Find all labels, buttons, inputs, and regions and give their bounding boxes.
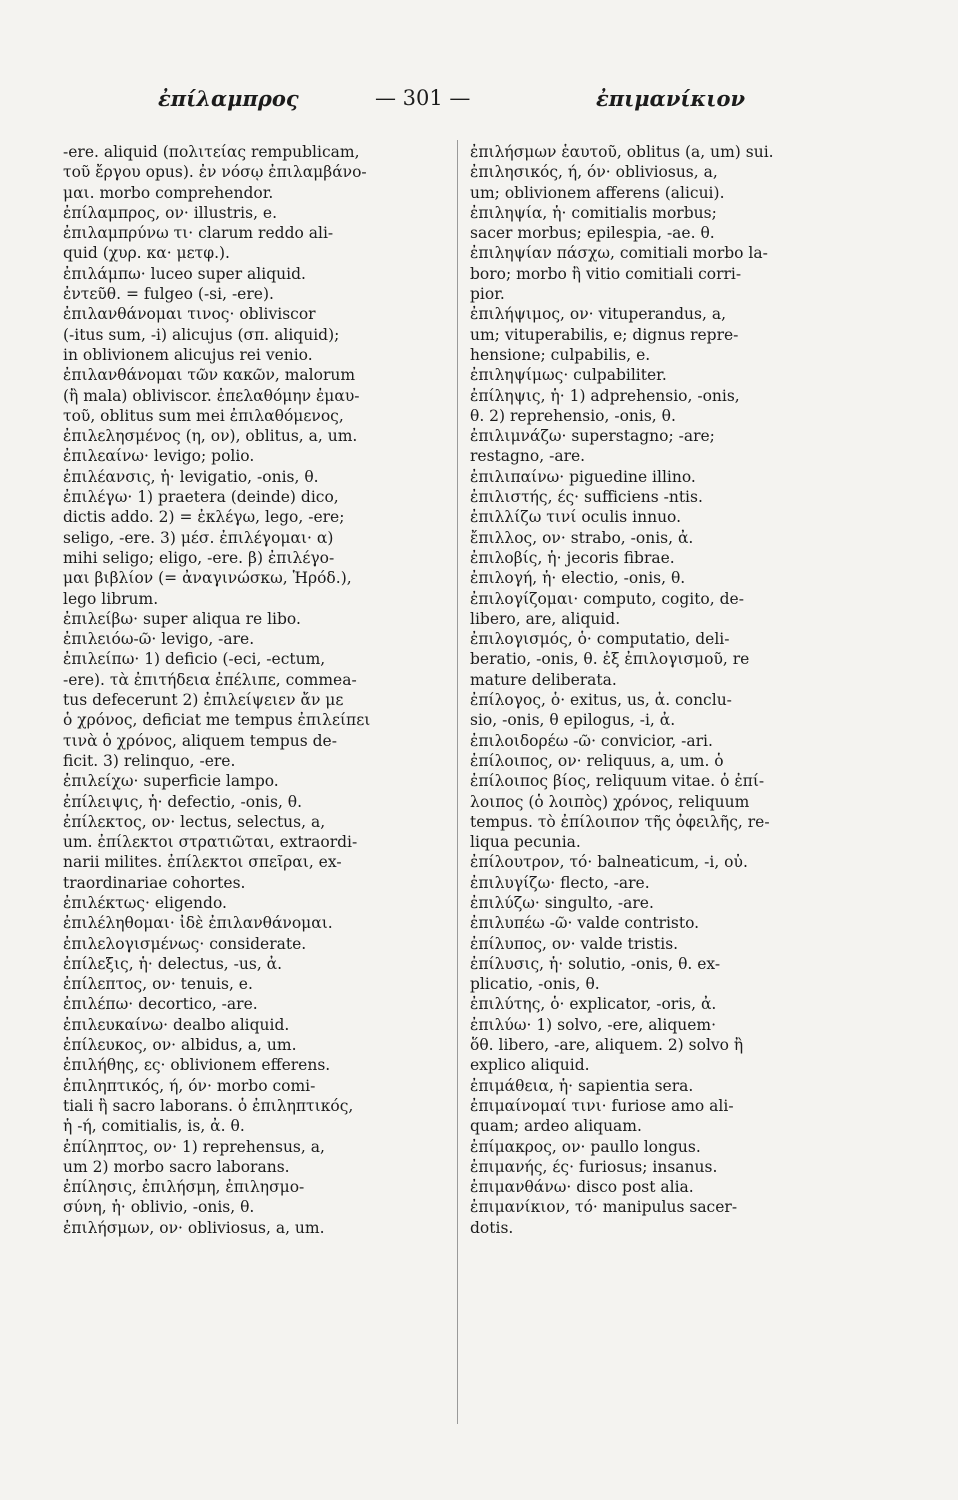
entry-line: ἐπιλέγω· 1) praetera (deinde) dico, (63, 488, 339, 507)
entry-line: ἐπιλυγίζω· flecto, -are. (470, 873, 650, 892)
entry-line: ἐπιμαίνομαί τινι· furiose amo ali- (470, 1096, 734, 1115)
entry-line: sacer morbus; epilespia, -ae. θ. (470, 224, 715, 243)
entry-line: boro; morbo ἢ vitio comitiali corri- (470, 264, 742, 283)
entry-line: dictis addo. 2) = ἐκλέγω, lego, -ere; (63, 508, 345, 527)
page-number: — 301 — (375, 86, 471, 110)
entry-line: tiali ἢ sacro laborans. ὁ ἐπιληπτικός, (63, 1096, 354, 1115)
entry-line: lego librum. (63, 589, 159, 608)
entry-line: ἐπιλήψιμος, ον· vituperandus, a, (470, 305, 727, 324)
entry-line: liqua pecunia. (470, 833, 581, 852)
entry-line: ἐπιλοβίς, ἡ· jecoris fibrae. (470, 548, 675, 567)
entry-line: ἐπιμανίκιον, τό· manipulus sacer- (470, 1198, 738, 1217)
entry-line: ἐπίλυσις, ἡ· solutio, -onis, θ. ex- (470, 954, 721, 973)
entry-line: (-itus sum, -i) alicujus (σπ. aliquid); (63, 325, 340, 344)
header-first-word: ἐπίλαμπρος (158, 86, 299, 111)
entry-line: ἐπιλείχω· superficie lampo. (63, 772, 279, 791)
entry-line: ἐπιλιπαίνω· piguedine illino. (470, 467, 696, 486)
entry-line: ἐπιλιστής, ές· sufficiens -ntis. (470, 488, 703, 507)
entry-line: narii milites. ἐπίλεκτοι σπεῖραι, ex- (63, 853, 342, 872)
entry-line: ἐπίλεπτος, ον· tenuis, e. (63, 975, 253, 994)
entry-line: explico aliquid. (470, 1056, 590, 1075)
entry-line: ἐπιλυπέω -ῶ· valde contristo. (470, 914, 700, 933)
right-column (470, 142, 838, 1238)
entry-line: ἐπιλύτης, ὁ· explicator, -oris, ἀ. (470, 995, 717, 1014)
entry-line: ἐπιλευκαίνω· dealbo aliquid. (63, 1015, 290, 1034)
entry-line: ἐπιλλίζω τινί oculis innuo. (470, 508, 682, 527)
entry-line: τινὰ ὁ χρόνος, aliquem tempus de- (63, 731, 337, 750)
entry-line: sio, -onis, θ epilogus, -i, ἀ. (470, 711, 676, 730)
entry-line: mature deliberata. (470, 670, 617, 689)
entry-line: ἐπίλειψις, ἡ· defectio, -onis, θ. (63, 792, 303, 811)
entry-line: -ere. aliquid (πολιτείας rempublicam, (63, 143, 360, 161)
entry-line: mihi seligo; eligo, -ere. β) ἐπιλέγο- (63, 548, 335, 567)
entry-line: ἐπιλάμπω· luceo super aliquid. (63, 264, 306, 283)
entry-line: ἐπιλέκτως· eligendo. (63, 893, 227, 912)
entry-line: tempus. τὸ ἐπίλοιπον τῆς ὀφειλῆς, re- (470, 812, 770, 831)
entry-line: ἐπιλογισμός, ὁ· computatio, deli- (470, 630, 730, 649)
header-last-word: ἐπιμανίκιον (596, 86, 746, 111)
entry-line: ἐπίλουτρον, τό· balneaticum, -i, οὐ. (470, 853, 748, 872)
entry-line: ἐπίλυπος, ον· valde tristis. (470, 934, 679, 953)
entry-line: ἐπιλογή, ἡ· electio, -onis, θ. (470, 569, 686, 588)
entry-line: ἐπιλέανσις, ἡ· levigatio, -onis, θ. (63, 467, 319, 486)
entry-line: dotis. (470, 1218, 514, 1237)
entry-line: ἐπιμάθεια, ἡ· sapientia sera. (470, 1076, 694, 1095)
entry-line: ἐπιλαμπρύνω τι· clarum reddo ali- (63, 224, 334, 243)
entry-line: ἐπιλύω· 1) solvo, -ere, aliquem· (470, 1015, 717, 1034)
entry-line: ἐπίλεκτος, ον· lectus, selectus, a, (63, 812, 326, 831)
entry-line: ἐπίλευκος, ον· albidus, a, um. (63, 1036, 297, 1055)
entry-line: ἐπίλαμπρος, ον· illustris, e. (63, 203, 278, 222)
entry-line: ἐπιλείβω· super aliqua re libo. (63, 609, 301, 628)
entry-line: ὁ χρόνος, deficiat me tempus ἐπιλείπει (63, 711, 371, 730)
entry-line: tus defecerunt 2) ἐπιλείψειεν ἄν με (63, 691, 344, 710)
entry-line: ἐπιλελησμένος (η, ον), oblitus, a, um. (63, 427, 358, 446)
entry-line: um; vituperabilis, e; dignus repre- (470, 325, 739, 344)
entry-line: τοῦ, oblitus sum mei ἐπιλαθόμενος, (63, 406, 344, 425)
entry-line: ἐπιλησικός, ή, όν· obliviosus, a, (470, 163, 718, 182)
entry-line: ἐπιλήσμων ἑαυτοῦ, oblitus (a, um) sui. (470, 143, 774, 161)
entry-line: plicatio, -onis, θ. (470, 975, 600, 994)
column-divider (457, 140, 458, 1424)
entry-line: ἐπίλοιπος, ον· reliquus, a, um. ὁ (470, 751, 724, 770)
entry-line: ficit. 3) relinquo, -ere. (63, 751, 236, 770)
running-header (0, 86, 958, 120)
entry-line: quid (χυρ. κα· μετφ.). (63, 244, 230, 263)
entry-line: in oblivionem alicujus rei venio. (63, 345, 313, 364)
entry-line: quam; ardeo aliquam. (470, 1117, 642, 1136)
entry-line: μαι. morbo comprehendor. (63, 183, 274, 202)
entry-line: ἐπιλανθάνομαι τῶν κακῶν, malorum (63, 366, 356, 385)
entry-line: ἡ -ή, comitialis, is, ἀ. θ. (63, 1117, 245, 1136)
entry-line: σύνη, ἡ· oblivio, -onis, θ. (63, 1198, 255, 1217)
entry-line: ἐπίλεξις, ἡ· delectus, -us, ἀ. (63, 954, 283, 973)
entry-line: ἐπιμανθάνω· disco post alia. (470, 1178, 694, 1197)
entry-line: um. ἐπίλεκτοι στρατιῶται, extraordi- (63, 833, 358, 852)
entry-line: um; oblivionem afferens (alicui). (470, 183, 725, 202)
entry-line: ἐπιληψίμως· culpabiliter. (470, 366, 667, 385)
entry-line: ἐπίλογος, ὁ· exitus, us, ἀ. conclu- (470, 691, 732, 710)
entry-line: μαι βιβλίον (= ἀναγινώσκω, Ἡρόδ.), (63, 569, 352, 588)
entry-line: ἐπίμακρος, ον· paullo longus. (470, 1137, 701, 1156)
entry-line: ἐπιλελογισμένως· considerate. (63, 934, 307, 953)
entry-line: ἐπιλέληθομαι· ἰδὲ ἐπιλανθάνομαι. (63, 914, 333, 933)
entry-line: ἐπιλανθάνομαι τινος· obliviscor (63, 305, 316, 324)
entry-line: ἐπίλησις, ἐπιλήσμη, ἐπιλησμο- (63, 1178, 305, 1197)
entry-line: ἐπιλείπω· 1) deficio (-eci, -ectum, (63, 650, 326, 669)
entry-line: ἔπιλλος, ον· strabo, -onis, ἀ. (470, 528, 694, 547)
entry-line: ὅθ. libero, -are, aliquem. 2) solvo ἢ (470, 1036, 744, 1055)
entry-line: ἐπιληπτικός, ή, όν· morbo comi- (63, 1076, 316, 1095)
entry-line: ἐπιλεαίνω· levigo; polio. (63, 447, 255, 466)
entry-line: ἐπιλιμνάζω· superstagno; -are; (470, 427, 715, 446)
entry-line: τοῦ ἔργου opus). ἐν νόσῳ ἐπιλαμβάνο- (63, 163, 367, 182)
entry-line: beratio, -onis, θ. ἐξ ἐπιλογισμοῦ, re (470, 650, 750, 669)
entry-line: seligo, -ere. 3) μέσ. ἐπιλέγομαι· α) (63, 528, 334, 547)
left-column (63, 142, 443, 1238)
entry-line: ἐπιληψίαν πάσχω, comitiali morbo la- (470, 244, 768, 263)
entry-line: hensione; culpabilis, e. (470, 345, 651, 364)
entry-line: ἐπιλέπω· decortico, -are. (63, 995, 258, 1014)
entry-line: ἐπίλοιπος βίος, reliquum vitae. ὁ ἐπί- (470, 772, 765, 791)
entry-line: -ere). τὰ ἐπιτήδεια ἐπέλιπε, commea- (63, 670, 357, 689)
entry-line: ἐπιλογίζομαι· computo, cogito, de- (470, 589, 744, 608)
entry-line: pior. (470, 285, 505, 304)
entry-line: libero, are, aliquid. (470, 609, 621, 628)
entry-line: (ἢ mala) obliviscor. ἐπελαθόμην ἐμαυ- (63, 386, 360, 405)
entry-line: ἐπιλήθης, ες· oblivionem efferens. (63, 1056, 331, 1075)
entry-line: λοιπος (ὁ λοιπὸς) χρόνος, reliquum (470, 792, 750, 811)
entry-line: um 2) morbo sacro laborans. (63, 1157, 290, 1176)
entry-line: ἐπιληψία, ἡ· comitialis morbus; (470, 203, 717, 222)
entry-line: traordinariae cohortes. (63, 873, 246, 892)
entry-line: ἐντεῦθ. = fulgeo (-si, -ere). (63, 285, 274, 304)
entry-line: ἐπιλύζω· singulto, -are. (470, 893, 654, 912)
entry-line: restagno, -are. (470, 447, 586, 466)
entry-line: θ. 2) reprehensio, -onis, θ. (470, 406, 676, 425)
entry-line: ἐπιλειόω-ῶ· levigo, -are. (63, 630, 255, 649)
entry-line: ἐπιλοιδορέω -ῶ· convicior, -ari. (470, 731, 713, 750)
entry-line: ἐπίληψις, ἡ· 1) adprehensio, -onis, (470, 386, 740, 405)
entry-line: ἐπίληπτος, ον· 1) reprehensus, a, (63, 1137, 325, 1156)
entry-line: ἐπιμανής, ές· furiosus; insanus. (470, 1157, 718, 1176)
entry-line: ἐπιλήσμων, ον· obliviosus, a, um. (63, 1218, 325, 1237)
